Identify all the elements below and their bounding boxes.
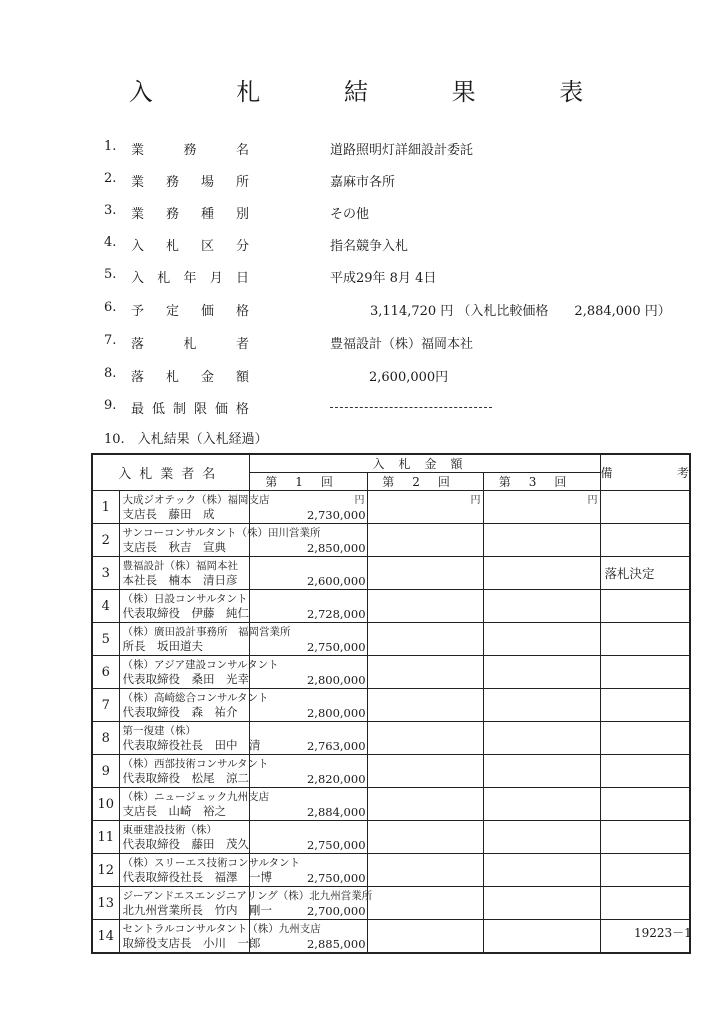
bidder-name-cell (119, 557, 249, 590)
amount-round-1 (249, 755, 367, 788)
info-label-char: 札 (183, 337, 197, 352)
info-number: 2. (104, 171, 117, 186)
amount-value: 2,600,000 (306, 574, 366, 588)
info-number: 7. (104, 333, 117, 348)
header-bid-amount: 入札金額 (249, 454, 600, 473)
info-label-char: 格 (235, 304, 249, 319)
info-label-char: 別 (235, 207, 249, 222)
info-label-char: 名 (235, 143, 249, 158)
bidder-company: （株）高崎総合コンサルタント (122, 692, 269, 704)
bidder-company: （株）ニュージェック九州支店 (122, 791, 270, 803)
amount-round-2 (367, 557, 483, 590)
bidder-name-cell (119, 854, 301, 887)
bidder-representative: 代表取締役社長 田中 清 (122, 738, 261, 752)
bidder-name-cell (119, 788, 270, 821)
table-row (92, 656, 690, 689)
amount-round-1 (249, 854, 367, 887)
amount-round-3 (483, 755, 600, 788)
bidder-name-cell (119, 491, 270, 524)
row-number: 3 (92, 557, 119, 590)
info-row (104, 300, 704, 320)
info-label-char: 価 (214, 402, 228, 417)
bidder-name-cell (119, 821, 249, 854)
yen-unit: 円 (354, 495, 365, 506)
amount-value: 2,885,000 (306, 937, 366, 951)
info-label-char: 入 (131, 239, 145, 254)
info-number: 9. (104, 398, 117, 413)
bidder-representative: 代表取締役社長 福澤 一博 (122, 870, 272, 884)
bidder-name-cell (119, 722, 261, 755)
table-row (92, 854, 690, 887)
row-number: 11 (92, 821, 119, 854)
amount-round-2 (367, 755, 483, 788)
amount-value: 2,850,000 (306, 541, 366, 555)
info-label (131, 203, 249, 222)
amount-round-2 (367, 590, 483, 623)
page-title: 入 札 結 果 表 (128, 78, 622, 106)
amount-value: 2,800,000 (306, 706, 366, 720)
info-label-char: 場 (200, 175, 214, 190)
info-value: 嘉麻市各所 (330, 175, 396, 190)
info-label-char: 年 (183, 271, 197, 286)
info-label (131, 366, 249, 385)
bidder-representative: 本社長 楠本 清日彦 (122, 573, 238, 587)
info-label-char: 種 (200, 207, 214, 222)
note-cell (600, 524, 690, 557)
bidder-representative: 代表取締役 桑田 光幸 (122, 672, 249, 686)
amount-round-1 (249, 557, 367, 590)
header-round-1: 第1回 (249, 473, 367, 491)
info-number: 1. (104, 139, 117, 154)
row-number: 12 (92, 854, 119, 887)
amount-round-1 (249, 920, 367, 954)
row-number: 9 (92, 755, 119, 788)
info-label-char: 日 (235, 271, 249, 286)
bidder-representative: 代表取締役 松尾 涼二 (122, 771, 249, 785)
amount-round-2 (367, 524, 483, 557)
info-label-char: 格 (235, 402, 249, 417)
header-round-2: 第2回 (367, 473, 483, 491)
amount-round-2 (367, 920, 483, 954)
amount-round-3 (483, 689, 600, 722)
info-number: 4. (104, 235, 117, 250)
info-value: 3,114,720 円 （入札比較価格 2,884,000 円） (370, 304, 671, 319)
header-note: 備 考 (600, 454, 690, 491)
bidder-name-cell (119, 656, 279, 689)
bidder-name-cell (119, 689, 269, 722)
bidder-representative: 代表取締役 森 祐介 (122, 705, 238, 719)
yen-unit: 円 (587, 495, 598, 506)
info-number: 8. (104, 366, 117, 381)
info-label-char: 低 (151, 402, 165, 417)
amount-round-3 (483, 590, 600, 623)
info-label-char: 分 (235, 239, 249, 254)
note-cell (600, 656, 690, 689)
amount-round-3 (483, 887, 600, 920)
amount-value: 2,728,000 (306, 607, 366, 621)
bidder-company: （株）廣田設計事務所 福岡営業所 (122, 626, 291, 638)
amount-round-3 (483, 491, 600, 524)
bidder-company: 東亜建設技術（株） (122, 824, 217, 836)
table-row (92, 722, 690, 755)
row-number: 10 (92, 788, 119, 821)
bidder-representative: 支店長 秋吉 宣典 (122, 540, 226, 554)
info-label-char: 金 (200, 370, 214, 385)
table-row (92, 524, 690, 557)
row-number: 13 (92, 887, 119, 920)
info-label-char: 月 (209, 271, 223, 286)
amount-round-1 (249, 887, 367, 920)
note-cell (600, 623, 690, 656)
bidder-name-cell (119, 920, 321, 954)
table-row (92, 788, 690, 821)
bidder-company: （株）アジア建設コンサルタント (122, 659, 279, 671)
table-row (92, 755, 690, 788)
amount-round-1 (249, 524, 367, 557)
amount-round-2 (367, 689, 483, 722)
info-value: 平成29年 8月 4日 (330, 271, 437, 286)
amount-round-3 (483, 656, 600, 689)
info-label-char: 最 (131, 402, 145, 417)
bidder-name-cell (119, 623, 291, 656)
info-label-char: 所 (235, 175, 249, 190)
amount-round-1 (249, 821, 367, 854)
info-label-char: 定 (165, 304, 179, 319)
amount-round-1 (249, 788, 367, 821)
info-label (131, 235, 249, 254)
bidder-representative: 代表取締役 伊藤 純仁 (122, 606, 249, 620)
info-label (131, 139, 249, 158)
info-number: 3. (104, 203, 117, 218)
info-label-char: 札 (157, 271, 171, 286)
bidder-representative: 支店長 藤田 成 (122, 507, 215, 521)
bidder-company: 第一復建（株） (122, 725, 196, 737)
amount-round-2 (367, 722, 483, 755)
amount-value: 2,730,000 (306, 508, 366, 522)
note-cell (600, 821, 690, 854)
row-number: 4 (92, 590, 119, 623)
note-cell (600, 788, 690, 821)
amount-round-3 (483, 920, 600, 954)
info-label-char: 限 (193, 402, 207, 417)
info-label-char: 入 (131, 271, 145, 286)
info-label-char: 額 (235, 370, 249, 385)
bidder-representative: 北九州営業所長 竹内 剛一 (122, 903, 272, 917)
section-heading: 10. 入札結果（入札経過） (104, 432, 268, 447)
row-number: 5 (92, 623, 119, 656)
amount-round-2 (367, 854, 483, 887)
amount-round-1 (249, 590, 367, 623)
row-number: 14 (92, 920, 119, 954)
note-cell (600, 491, 690, 524)
amount-value: 2,750,000 (306, 838, 366, 852)
amount-round-2 (367, 887, 483, 920)
row-number: 7 (92, 689, 119, 722)
bidder-representative: 支店長 山崎 裕之 (122, 804, 226, 818)
table-row (92, 689, 690, 722)
amount-round-1 (249, 656, 367, 689)
info-label-char: 予 (131, 304, 145, 319)
note-cell (600, 854, 690, 887)
amount-round-1 (249, 689, 367, 722)
info-label (131, 171, 249, 190)
info-row (104, 267, 704, 287)
info-label (131, 398, 249, 417)
info-row (104, 333, 704, 353)
note-cell (600, 590, 690, 623)
bidder-representative: 所長 坂田道夫 (122, 639, 203, 653)
bidder-representative: 代表取締役 藤田 茂久 (122, 837, 249, 851)
amount-round-1 (249, 722, 367, 755)
info-value: その他 (330, 207, 370, 222)
amount-value: 2,800,000 (306, 673, 366, 687)
info-value: 2,600,000円 (369, 370, 449, 385)
info-label-char: 札 (165, 239, 179, 254)
info-number: 6. (104, 300, 117, 315)
table-row (92, 590, 690, 623)
table-row (92, 623, 690, 656)
bidder-company: ジーアンドエスエンジニアリング（株）北九州営業所 (122, 890, 373, 902)
amount-round-1 (249, 623, 367, 656)
amount-round-2 (367, 656, 483, 689)
info-label-char: 価 (200, 304, 214, 319)
amount-round-3 (483, 821, 600, 854)
amount-value: 2,700,000 (306, 904, 366, 918)
bidder-name-cell (119, 524, 321, 557)
amount-value: 2,750,000 (306, 871, 366, 885)
amount-round-3 (483, 854, 600, 887)
yen-unit: 円 (470, 495, 481, 506)
note-cell: 落札決定 (600, 557, 690, 590)
info-label-char: 務 (165, 175, 179, 190)
row-number: 2 (92, 524, 119, 557)
note-cell (600, 722, 690, 755)
table-row (92, 887, 690, 920)
amount-value: 2,763,000 (306, 739, 366, 753)
header-round-3: 第3回 (483, 473, 600, 491)
amount-round-2 (367, 491, 483, 524)
table-row (92, 821, 690, 854)
table-row (92, 491, 690, 524)
amount-round-3 (483, 557, 600, 590)
bidder-name-cell (119, 755, 269, 788)
table-row (92, 557, 690, 590)
info-row (104, 139, 704, 159)
amount-round-3 (483, 524, 600, 557)
info-value: 指名競争入札 (330, 239, 409, 254)
info-label-char: 札 (165, 370, 179, 385)
bid-result-table (91, 453, 691, 954)
header-bidder-name: 入札業者名 (92, 454, 249, 491)
info-label-char: 落 (131, 337, 145, 352)
bidder-company: 大成ジオテック（株）福岡支店 (122, 494, 270, 506)
info-label-char: 務 (183, 143, 197, 158)
document-code: 19223－1 (634, 926, 692, 940)
info-row (104, 398, 704, 418)
info-label-char: 区 (200, 239, 214, 254)
row-number: 1 (92, 491, 119, 524)
info-label-char: 制 (172, 402, 186, 417)
bidder-company: セントラルコンサルタント（株）九州支店 (122, 923, 321, 935)
blank-value-line (330, 407, 492, 408)
row-number: 8 (92, 722, 119, 755)
info-value: 豊福設計（株）福岡本社 (330, 337, 474, 352)
info-label (131, 267, 249, 286)
info-row (104, 366, 704, 386)
info-label-char: 務 (165, 207, 179, 222)
info-label-char: 業 (131, 175, 145, 190)
info-row (104, 203, 704, 223)
info-label-char: 業 (131, 143, 145, 158)
info-number: 5. (104, 267, 117, 282)
amount-round-3 (483, 623, 600, 656)
info-label (131, 300, 249, 319)
bidder-company: （株）西部技術コンサルタント (122, 758, 269, 770)
amount-value: 2,750,000 (306, 640, 366, 654)
note-cell (600, 689, 690, 722)
bidder-company: 豊福設計（株）福岡本社 (122, 560, 238, 572)
info-label (131, 333, 249, 352)
bidder-name-cell (119, 590, 249, 623)
amount-round-3 (483, 788, 600, 821)
info-row (104, 171, 704, 191)
amount-round-2 (367, 821, 483, 854)
amount-value: 2,820,000 (306, 772, 366, 786)
amount-round-2 (367, 788, 483, 821)
info-value: 道路照明灯詳細設計委託 (330, 143, 474, 158)
info-label-char: 業 (131, 207, 145, 222)
info-label-char: 者 (235, 337, 249, 352)
info-row (104, 235, 704, 255)
bidder-company: サンコーコンサルタント（株）田川営業所 (122, 527, 321, 539)
amount-value: 2,884,000 (306, 805, 366, 819)
bidder-company: （株）スリーエス技術コンサルタント (122, 857, 301, 869)
note-cell (600, 755, 690, 788)
bidder-representative: 取締役支店長 小川 一郎 (122, 936, 261, 950)
amount-round-1 (249, 491, 367, 524)
row-number: 6 (92, 656, 119, 689)
note-cell (600, 887, 690, 920)
amount-round-2 (367, 623, 483, 656)
bidder-company: （株）日設コンサルタント (122, 593, 248, 605)
table-row (92, 920, 690, 954)
info-label-char: 落 (131, 370, 145, 385)
amount-round-3 (483, 722, 600, 755)
